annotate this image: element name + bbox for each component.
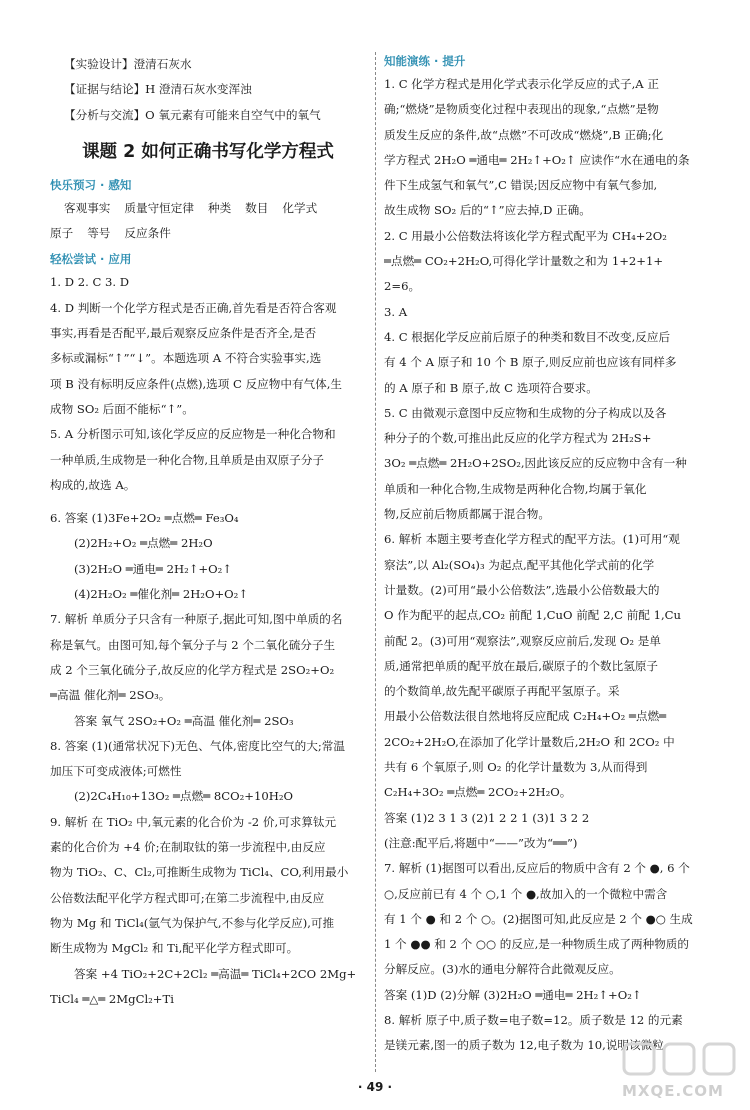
answer-line: 分解反应。(3)水的通电分解符合此微观反应。 <box>384 962 621 977</box>
answer-line: 1 个 ●● 和 2 个 ○○ 的反应,是一种物质生成了两种物质的 <box>384 937 689 952</box>
evidence-conclusion-line: 【证据与结论】H 澄清石灰水变浑浊 <box>64 82 252 97</box>
answer-line: 断生成物为 MgCl₂ 和 Ti,配平化学方程式即可。 <box>50 941 299 956</box>
answer-line: 7. 解析 单质分子只含有一种原子,据此可知,图中单质的名 <box>50 612 343 627</box>
answer-line: 件下生成氢气和氧气”,C 错误;因反应物中有氧气参加, <box>384 178 658 193</box>
answer-line: 成物 SO₂ 后面不能标“↑”。 <box>50 401 194 416</box>
answer-line: 5. A 分析图示可知,该化学反应的反应物是一种化合物和 <box>50 427 336 442</box>
preview-word: 反应条件 <box>124 226 171 241</box>
answer-line: 4. D 判断一个化学方程式是否正确,首先看是否符合客观 <box>50 300 337 315</box>
answer-line: ═高温 催化剂═ 2SO₃。 <box>50 688 171 703</box>
answer-line: 1. D 2. C 3. D <box>50 275 130 290</box>
lesson-title: 课题 2 如何正确书写化学方程式 <box>82 141 334 162</box>
equation-line: (2)2H₂+O₂ ═点燃═ 2H₂O <box>74 536 213 551</box>
answer-line: 答案 (1)D (2)分解 (3)2H₂O ═通电═ 2H₂↑+O₂↑ <box>384 987 642 1002</box>
experiment-design-line: 【实验设计】澄清石灰水 <box>64 57 192 71</box>
answer-line: 称是氧气。由图可知,每个氧分子与 2 个二氧化硫分子生 <box>50 637 336 652</box>
watermark-text: MXQE.COM <box>622 1082 724 1100</box>
answer-line: ═点燃═ CO₂+2H₂O,可得化学计量数之和为 1+2+1+ <box>384 254 664 269</box>
answer-line: 计量数。(2)可用“最小公倍数法”,选最小公倍数最大的 <box>384 582 660 597</box>
answer-line: 项 B 没有标明反应条件(点燃),选项 C 反应物中有气体,生 <box>50 376 343 391</box>
answer-line: 一种单质,生成物是一种化合物,且单质是由双原子分子 <box>50 452 325 467</box>
left-column <box>50 52 366 1012</box>
preview-word: 质量守恒定律 <box>124 200 194 215</box>
preview-word: 客观事实 <box>64 200 111 215</box>
answer-line: 种分子的个数,可推出此反应的化学方程式为 2H₂S+ <box>384 431 652 446</box>
answer-line: 事实,再看是否配平,最后观察反应条件是否齐全,是否 <box>50 326 317 341</box>
answer-line: 单质和一种化合物,生成物是两种化合物,均属于氧化 <box>384 481 647 496</box>
preview-word: 等号 <box>87 226 111 241</box>
answer-line: 5. C 由微观示意图中反应物和生成物的分子构成以及各 <box>384 405 667 420</box>
preview-answers-line1 <box>50 196 366 221</box>
answer-line: 4. C 根据化学反应前后原子的种类和数目不改变,反应后 <box>384 329 671 344</box>
preview-word: 种类 <box>207 200 232 215</box>
answer-line: 答案 氧气 2SO₂+O₂ ═高温 催化剂═ 2SO₃ <box>74 713 294 728</box>
answer-line: 用最小公倍数法很自然地将反应配成 C₂H₄+O₂ ═点燃═ <box>384 709 667 724</box>
preview-answers-line2 <box>50 221 366 246</box>
answer-line: 3O₂ ═点燃═ 2H₂O+2SO₂,因此该反应的反应物中含有一种 <box>384 456 687 471</box>
answer-line: 9. 解析 在 TiO₂ 中,氧元素的化合价为 -2 价,可求算钛元 <box>50 814 337 829</box>
answer-line: 1. C 化学方程式是用化学式表示化学反应的式子,A 正 <box>384 77 659 91</box>
answer-line: 多标或漏标“↑”“↓”。本题选项 A 不符合实验事实,选 <box>50 351 322 366</box>
preview-word: 原子 <box>50 226 74 241</box>
answer-line: 6. 答案 (1)3Fe+2O₂ ═点燃═ Fe₃O₄ <box>50 511 239 526</box>
answer-line: 是镁元素,图一的质子数为 12,电子数为 10,说明该微粒 <box>384 1038 664 1053</box>
answer-line: 成 2 个三氧化硫分子,故反应的化学方程式是 2SO₂+O₂ <box>50 662 335 677</box>
answer-line: 的个数简单,故先配平碳原子再配平氢原子。采 <box>384 684 620 699</box>
answer-line: 有 1 个 ● 和 2 个 ○。(2)据图可知,此反应是 2 个 ●○ 生成 <box>384 911 693 926</box>
answer-line: 2CO₂+2H₂O,在添加了化学计量数后,2H₂O 和 2CO₂ 中 <box>384 734 675 749</box>
answer-line: 加压下可变成液体;可燃性 <box>50 764 182 779</box>
answer-line: 素的化合价为 +4 价;在制取钛的第一步流程中,由反应 <box>50 840 326 855</box>
answer-line: 答案 (1)2 3 1 3 (2)1 2 2 1 (3)1 3 2 2 <box>384 810 590 825</box>
answer-line: 故生成物 SO₂ 后的“↑”应去掉,D 正确。 <box>384 203 591 218</box>
preview-word: 化学式 <box>282 200 318 215</box>
answer-line: 察法”,以 Al₂(SO₄)₃ 为起点,配平其他化学式前的化学 <box>384 557 655 572</box>
answer-line: 物为 Mg 和 TiCl₄(氩气为保护气,不参与化学反应),可推 <box>50 915 335 930</box>
answer-line: 8. 解析 原子中,质子数=电子数=12。质子数是 12 的元素 <box>384 1012 683 1027</box>
column-divider <box>375 52 377 1072</box>
answer-line: 物,反应前后物质都属于混合物。 <box>384 507 550 522</box>
answer-line: C₂H₄+3O₂ ═点燃═ 2CO₂+2H₂O。 <box>384 785 572 800</box>
answer-line: 6. 解析 本题主要考查化学方程式的配平方法。(1)可用“观 <box>384 532 680 547</box>
page-number: · 49 · <box>357 1080 393 1094</box>
answer-line: 答案 +4 TiO₂+2C+2Cl₂ ═高温═ TiCl₄+2CO 2Mg+ <box>74 966 357 981</box>
section-head-preview: 快乐预习 · 感知 <box>50 177 132 192</box>
answer-line: TiCl₄ ═△═ 2MgCl₂+Ti <box>50 991 174 1006</box>
answer-line: 共有 6 个氧原子,则 O₂ 的化学计量数为 3,从而得到 <box>384 760 648 775</box>
answer-line: 有 4 个 A 原子和 10 个 B 原子,则反应前也应该有同样多 <box>384 355 677 370</box>
answer-line: 8. 答案 (1)(通常状况下)无色、气体,密度比空气的大;常温 <box>50 738 345 753</box>
answer-line: 7. 解析 (1)据图可以看出,反应后的物质中含有 2 个 ●, 6 个 <box>384 861 690 876</box>
preview-word: 数目 <box>245 200 269 215</box>
section-head-practice: 轻松尝试 · 应用 <box>50 252 132 267</box>
equation-line: (3)2H₂O ═通电═ 2H₂↑+O₂↑ <box>74 561 233 576</box>
answer-line: 质发生反应的条件,故“点燃”不可改成“燃烧”,B 正确;化 <box>384 127 664 142</box>
answer-line: 2=6。 <box>384 279 421 294</box>
answer-line: 质,通常把单质的配平放在最后,碳原子的个数比氢原子 <box>384 658 659 673</box>
right-column <box>384 52 706 1059</box>
answer-line: ○,反应前已有 4 个 ○,1 个 ●,故加入的一个微粒中需含 <box>384 886 668 901</box>
equation-line: (2)2C₄H₁₀+13O₂ ═点燃═ 8CO₂+10H₂O <box>74 789 293 804</box>
answer-line: 3. A <box>384 304 408 319</box>
equation-line: (4)2H₂O₂ ═催化剂═ 2H₂O+O₂↑ <box>74 587 249 602</box>
analysis-line: 【分析与交流】O 氧元素有可能来自空气中的氧气 <box>64 107 321 122</box>
answer-line: 物为 TiO₂、C、Cl₂,可推断生成物为 TiCl₄、CO,利用最小 <box>50 865 349 880</box>
answer-line: 公倍数法配平化学方程式即可;在第二步流程中,由反应 <box>50 890 325 905</box>
section-head-drill: 知能演练 · 提升 <box>384 54 466 68</box>
answer-line: (注意:配平后,将题中“——”改为“══”) <box>384 835 578 850</box>
answer-line: O 作为配平的起点,CO₂ 前配 1,CuO 前配 2,C 前配 1,Cu <box>384 608 681 623</box>
answer-line: 学方程式 2H₂O ═通电═ 2H₂↑+O₂↑ 应读作“水在通电的条 <box>384 152 690 167</box>
answer-line: 确;“燃烧”是物质变化过程中表现出的现象,“点燃”是物 <box>384 102 659 117</box>
answer-line: 构成的,故选 A。 <box>50 477 136 492</box>
answer-line: 2. C 用最小公倍数法将该化学方程式配平为 CH₄+2O₂ <box>384 228 667 243</box>
answer-line: 前配 2。(3)可用“观察法”,观察反应前后,发现 O₂ 是单 <box>384 633 661 648</box>
answer-line: 的 A 原子和 B 原子,故 C 选项符合要求。 <box>384 380 598 395</box>
